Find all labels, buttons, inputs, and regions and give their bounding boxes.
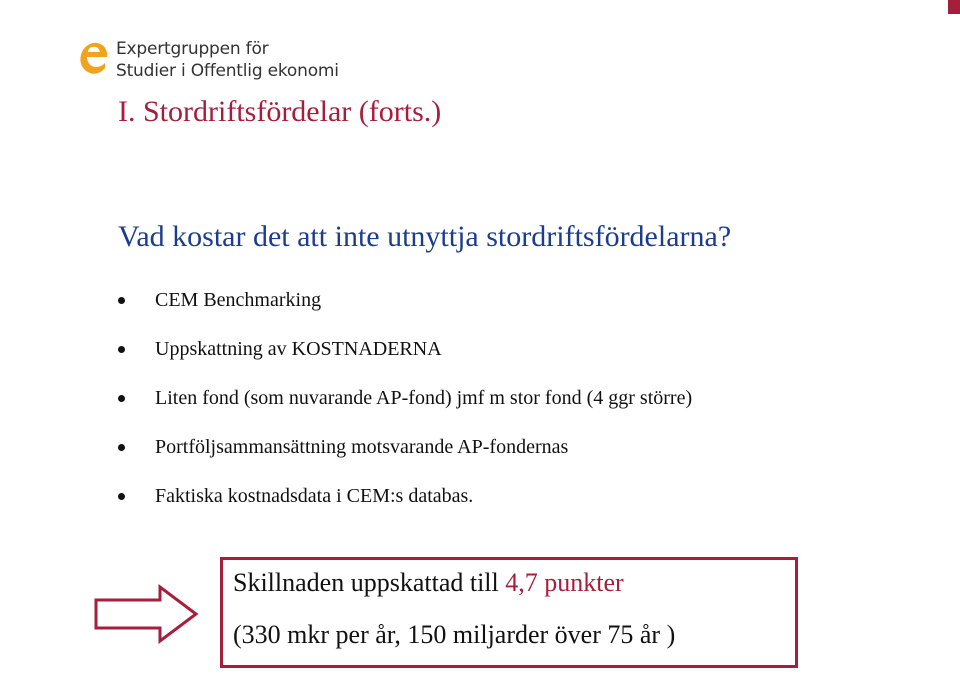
bullet-dot-icon: [118, 346, 125, 353]
bullet-text: Faktiska kostnadsdata i CEM:s databas.: [155, 485, 474, 507]
bullet-text: Liten fond (som nuvarande AP-fond) jmf m stor fond (4 ggr större): [155, 387, 693, 409]
corner-accent: [948, 0, 960, 14]
conclusion-box: [220, 557, 798, 668]
question-heading: Vad kostar det att inte utnyttja stordriftsfördelarna?: [118, 220, 732, 253]
bullet-item: [118, 431, 692, 464]
bullet-dot-icon: [118, 493, 125, 500]
bullet-item: [118, 480, 692, 513]
bullet-item: [118, 333, 692, 366]
bullet-text: Portföljsammansättning motsvarande AP-fondernas: [155, 436, 569, 458]
arrow-right-icon: [92, 584, 200, 644]
bullet-text: Uppskattning av KOSTNADERNA: [155, 338, 442, 360]
logo: [76, 38, 339, 82]
bullet-item: [118, 284, 692, 317]
bullet-text: CEM Benchmarking: [155, 289, 322, 311]
conclusion-highlight: 4,7 punkter: [505, 568, 624, 597]
e-logo-icon: [76, 38, 112, 78]
logo-line-1: Expertgruppen för: [116, 39, 269, 59]
bullet-dot-icon: [118, 395, 125, 402]
logo-text: [116, 38, 339, 82]
bullet-dot-icon: [118, 444, 125, 451]
bullet-item: [118, 382, 692, 415]
bullet-dot-icon: [118, 297, 125, 304]
bullet-list: [118, 284, 692, 529]
conclusion-line-2: (330 mkr per år, 150 miljarder över 75 år ): [233, 620, 676, 649]
slide-title: I. Stordriftsfördelar (forts.): [118, 95, 442, 128]
logo-line-2: Studier i Offentlig ekonomi: [116, 61, 339, 81]
conclusion-line-1: [233, 566, 785, 600]
conclusion-prefix: Skillnaden uppskattad till: [233, 568, 506, 597]
